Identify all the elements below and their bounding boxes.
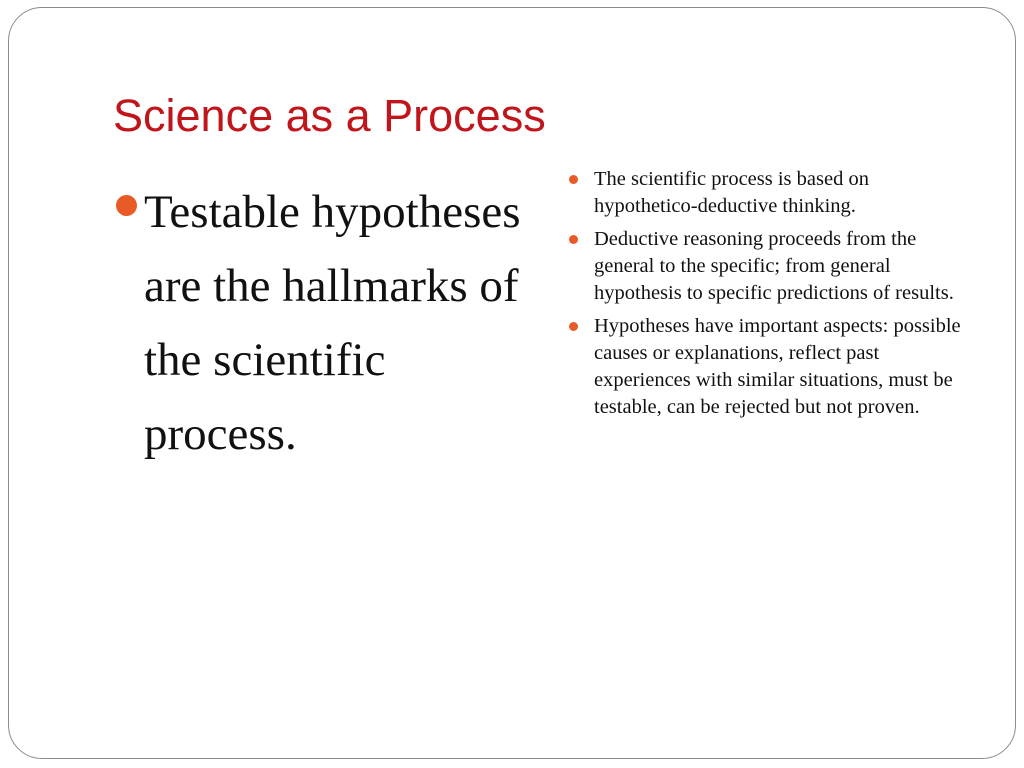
detail-text: Deductive reasoning proceeds from the general to the specific; from general hypothesis to specific predictions of results. xyxy=(594,228,954,304)
detail-text: Hypotheses have important aspects: possible causes or explanations, reflect past experiences with similar situations, must be testable, can be rejected but not proven. xyxy=(594,315,961,418)
detail-item xyxy=(568,226,968,307)
details-section xyxy=(568,166,968,427)
main-point-section xyxy=(114,175,534,471)
detail-text: The scientific process is based on hypothetico-deductive thinking. xyxy=(594,168,869,217)
bullet-dot-icon xyxy=(569,175,578,184)
detail-item xyxy=(568,166,968,220)
details-list xyxy=(568,166,968,421)
bullet-dot-icon xyxy=(569,322,578,331)
bullet-dot-icon xyxy=(569,235,578,244)
detail-item xyxy=(568,313,968,421)
bullet-dot-icon xyxy=(116,195,137,216)
slide-title: Science as a Process xyxy=(113,90,546,141)
main-point-text: Testable hypotheses are the hallmarks of the scientific process. xyxy=(144,186,521,460)
main-point-bullet xyxy=(114,175,534,471)
